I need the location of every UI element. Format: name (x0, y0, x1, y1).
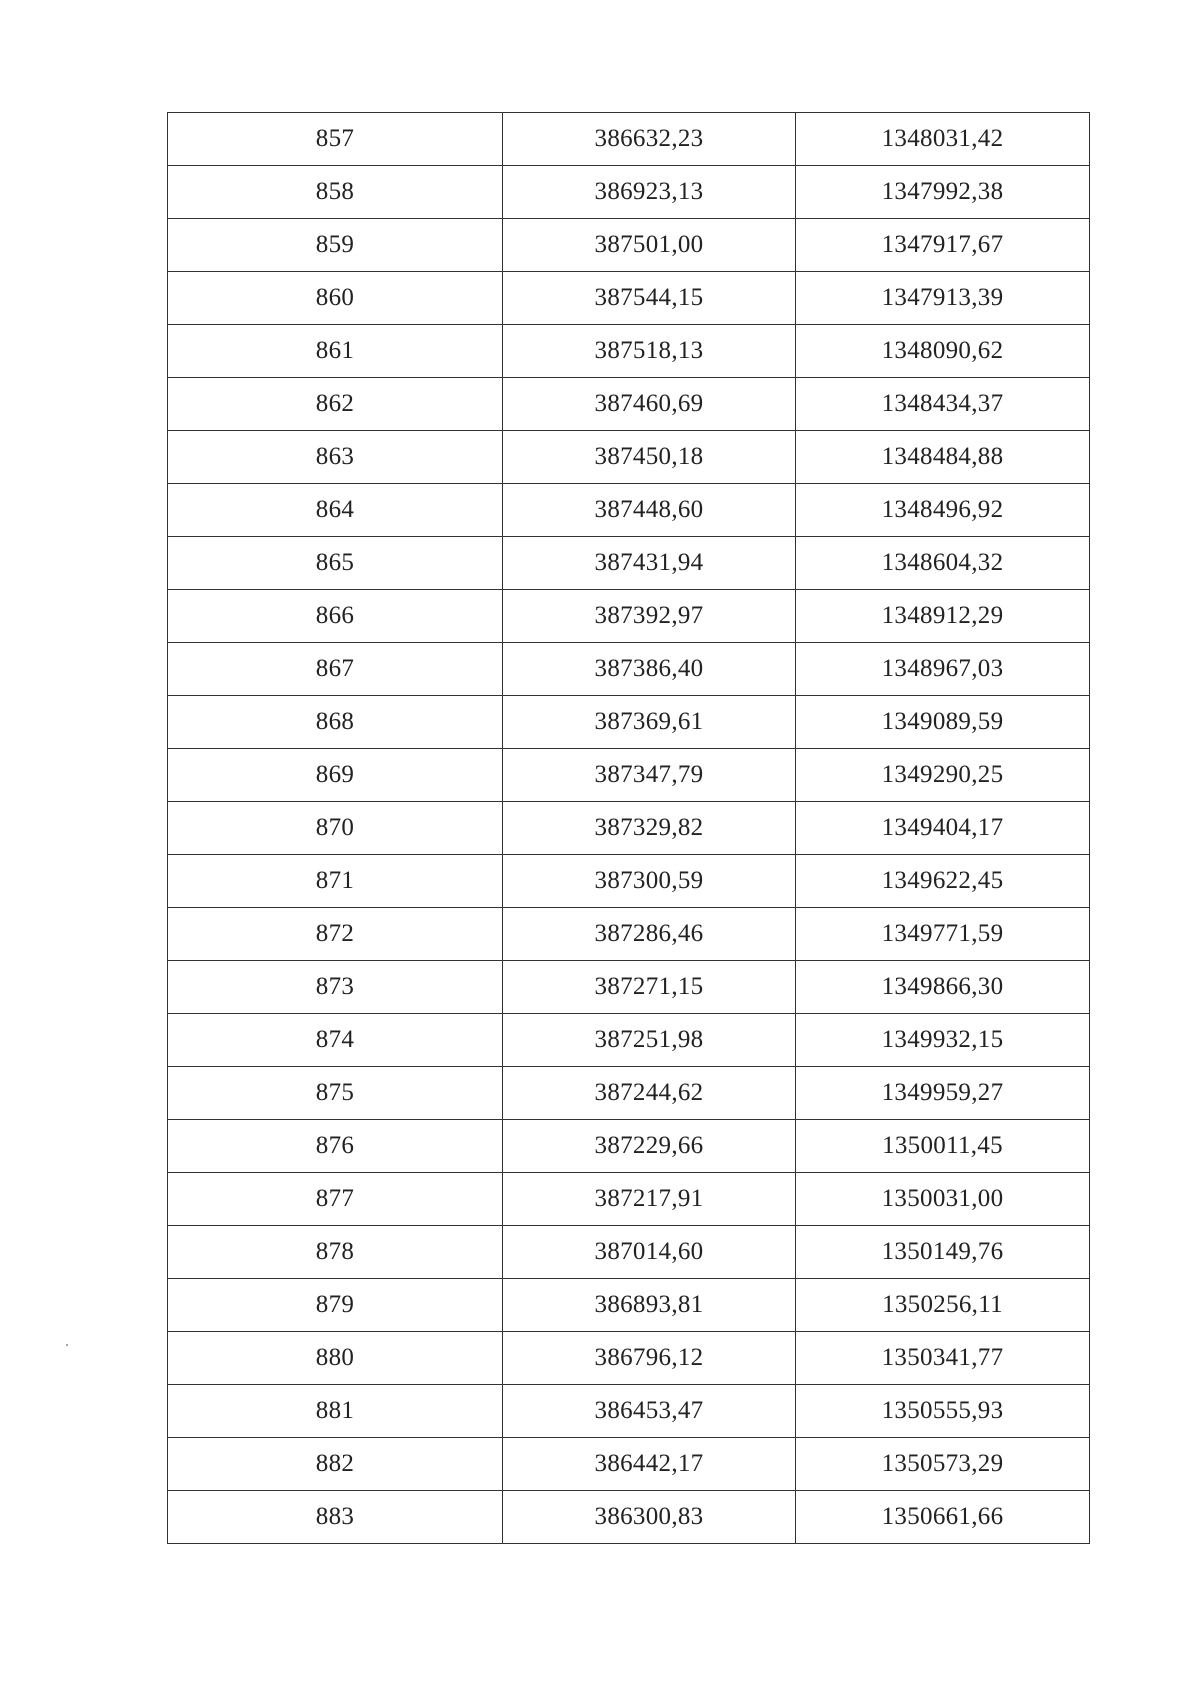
x-coordinate-cell: 387450,18 (503, 431, 796, 484)
point-number-cell: 882 (168, 1438, 503, 1491)
y-coordinate-cell: 1350256,11 (796, 1279, 1090, 1332)
table-row (168, 961, 1090, 1014)
table-row (168, 378, 1090, 431)
x-coordinate-cell: 386796,12 (503, 1332, 796, 1385)
table-row (168, 431, 1090, 484)
point-number-cell: 878 (168, 1226, 503, 1279)
point-number-cell: 864 (168, 484, 503, 537)
x-coordinate-cell: 387244,62 (503, 1067, 796, 1120)
table-row (168, 802, 1090, 855)
x-coordinate-cell: 386893,81 (503, 1279, 796, 1332)
y-coordinate-cell: 1348496,92 (796, 484, 1090, 537)
y-coordinate-cell: 1348484,88 (796, 431, 1090, 484)
point-number-cell: 865 (168, 537, 503, 590)
x-coordinate-cell: 387217,91 (503, 1173, 796, 1226)
y-coordinate-cell: 1349089,59 (796, 696, 1090, 749)
point-number-cell: 880 (168, 1332, 503, 1385)
point-number-cell: 869 (168, 749, 503, 802)
y-coordinate-cell: 1347917,67 (796, 219, 1090, 272)
y-coordinate-cell: 1349866,30 (796, 961, 1090, 1014)
x-coordinate-cell: 387014,60 (503, 1226, 796, 1279)
table-row (168, 1014, 1090, 1067)
point-number-cell: 867 (168, 643, 503, 696)
x-coordinate-cell: 386442,17 (503, 1438, 796, 1491)
point-number-cell: 872 (168, 908, 503, 961)
x-coordinate-cell: 387271,15 (503, 961, 796, 1014)
point-number-cell: 873 (168, 961, 503, 1014)
y-coordinate-cell: 1349932,15 (796, 1014, 1090, 1067)
point-number-cell: 868 (168, 696, 503, 749)
x-coordinate-cell: 387251,98 (503, 1014, 796, 1067)
point-number-cell: 862 (168, 378, 503, 431)
point-number-cell: 857 (168, 113, 503, 166)
table-row (168, 1067, 1090, 1120)
table-row (168, 272, 1090, 325)
point-number-cell: 860 (168, 272, 503, 325)
x-coordinate-cell: 387369,61 (503, 696, 796, 749)
x-coordinate-cell: 386632,23 (503, 113, 796, 166)
y-coordinate-cell: 1348434,37 (796, 378, 1090, 431)
y-coordinate-cell: 1349622,45 (796, 855, 1090, 908)
table-row (168, 1491, 1090, 1544)
coordinates-table (167, 112, 1090, 1544)
y-coordinate-cell: 1349404,17 (796, 802, 1090, 855)
table-row (168, 1173, 1090, 1226)
y-coordinate-cell: 1348912,29 (796, 590, 1090, 643)
x-coordinate-cell: 387329,82 (503, 802, 796, 855)
point-number-cell: 881 (168, 1385, 503, 1438)
x-coordinate-cell: 387460,69 (503, 378, 796, 431)
x-coordinate-cell: 387286,46 (503, 908, 796, 961)
y-coordinate-cell: 1349771,59 (796, 908, 1090, 961)
table-row (168, 908, 1090, 961)
table-row (168, 1226, 1090, 1279)
x-coordinate-cell: 387501,00 (503, 219, 796, 272)
table-row (168, 219, 1090, 272)
y-coordinate-cell: 1348604,32 (796, 537, 1090, 590)
y-coordinate-cell: 1349290,25 (796, 749, 1090, 802)
table-row (168, 166, 1090, 219)
y-coordinate-cell: 1348031,42 (796, 113, 1090, 166)
table-row (168, 113, 1090, 166)
x-coordinate-cell: 387229,66 (503, 1120, 796, 1173)
table-row (168, 696, 1090, 749)
point-number-cell: 870 (168, 802, 503, 855)
point-number-cell: 876 (168, 1120, 503, 1173)
point-number-cell: 879 (168, 1279, 503, 1332)
table-row (168, 1385, 1090, 1438)
point-number-cell: 877 (168, 1173, 503, 1226)
y-coordinate-cell: 1350031,00 (796, 1173, 1090, 1226)
coordinates-table-body (168, 113, 1090, 1544)
x-coordinate-cell: 387347,79 (503, 749, 796, 802)
x-coordinate-cell: 386923,13 (503, 166, 796, 219)
x-coordinate-cell: 387544,15 (503, 272, 796, 325)
table-row (168, 590, 1090, 643)
table-row (168, 749, 1090, 802)
y-coordinate-cell: 1350573,29 (796, 1438, 1090, 1491)
x-coordinate-cell: 387392,97 (503, 590, 796, 643)
y-coordinate-cell: 1347992,38 (796, 166, 1090, 219)
y-coordinate-cell: 1350555,93 (796, 1385, 1090, 1438)
x-coordinate-cell: 387300,59 (503, 855, 796, 908)
x-coordinate-cell: 387431,94 (503, 537, 796, 590)
table-row (168, 855, 1090, 908)
table-row (168, 537, 1090, 590)
table-row (168, 1279, 1090, 1332)
point-number-cell: 859 (168, 219, 503, 272)
y-coordinate-cell: 1350661,66 (796, 1491, 1090, 1544)
y-coordinate-cell: 1350341,77 (796, 1332, 1090, 1385)
point-number-cell: 858 (168, 166, 503, 219)
y-coordinate-cell: 1347913,39 (796, 272, 1090, 325)
y-coordinate-cell: 1349959,27 (796, 1067, 1090, 1120)
point-number-cell: 875 (168, 1067, 503, 1120)
point-number-cell: 883 (168, 1491, 503, 1544)
point-number-cell: 874 (168, 1014, 503, 1067)
x-coordinate-cell: 387448,60 (503, 484, 796, 537)
table-row (168, 484, 1090, 537)
x-coordinate-cell: 387386,40 (503, 643, 796, 696)
y-coordinate-cell: 1350149,76 (796, 1226, 1090, 1279)
x-coordinate-cell: 386453,47 (503, 1385, 796, 1438)
x-coordinate-cell: 386300,83 (503, 1491, 796, 1544)
y-coordinate-cell: 1348967,03 (796, 643, 1090, 696)
point-number-cell: 866 (168, 590, 503, 643)
y-coordinate-cell: 1348090,62 (796, 325, 1090, 378)
table-row (168, 643, 1090, 696)
x-coordinate-cell: 387518,13 (503, 325, 796, 378)
table-row (168, 1332, 1090, 1385)
point-number-cell: 861 (168, 325, 503, 378)
point-number-cell: 871 (168, 855, 503, 908)
y-coordinate-cell: 1350011,45 (796, 1120, 1090, 1173)
table-row (168, 1120, 1090, 1173)
table-row (168, 1438, 1090, 1491)
table-row (168, 325, 1090, 378)
point-number-cell: 863 (168, 431, 503, 484)
scan-speck (66, 1344, 68, 1346)
